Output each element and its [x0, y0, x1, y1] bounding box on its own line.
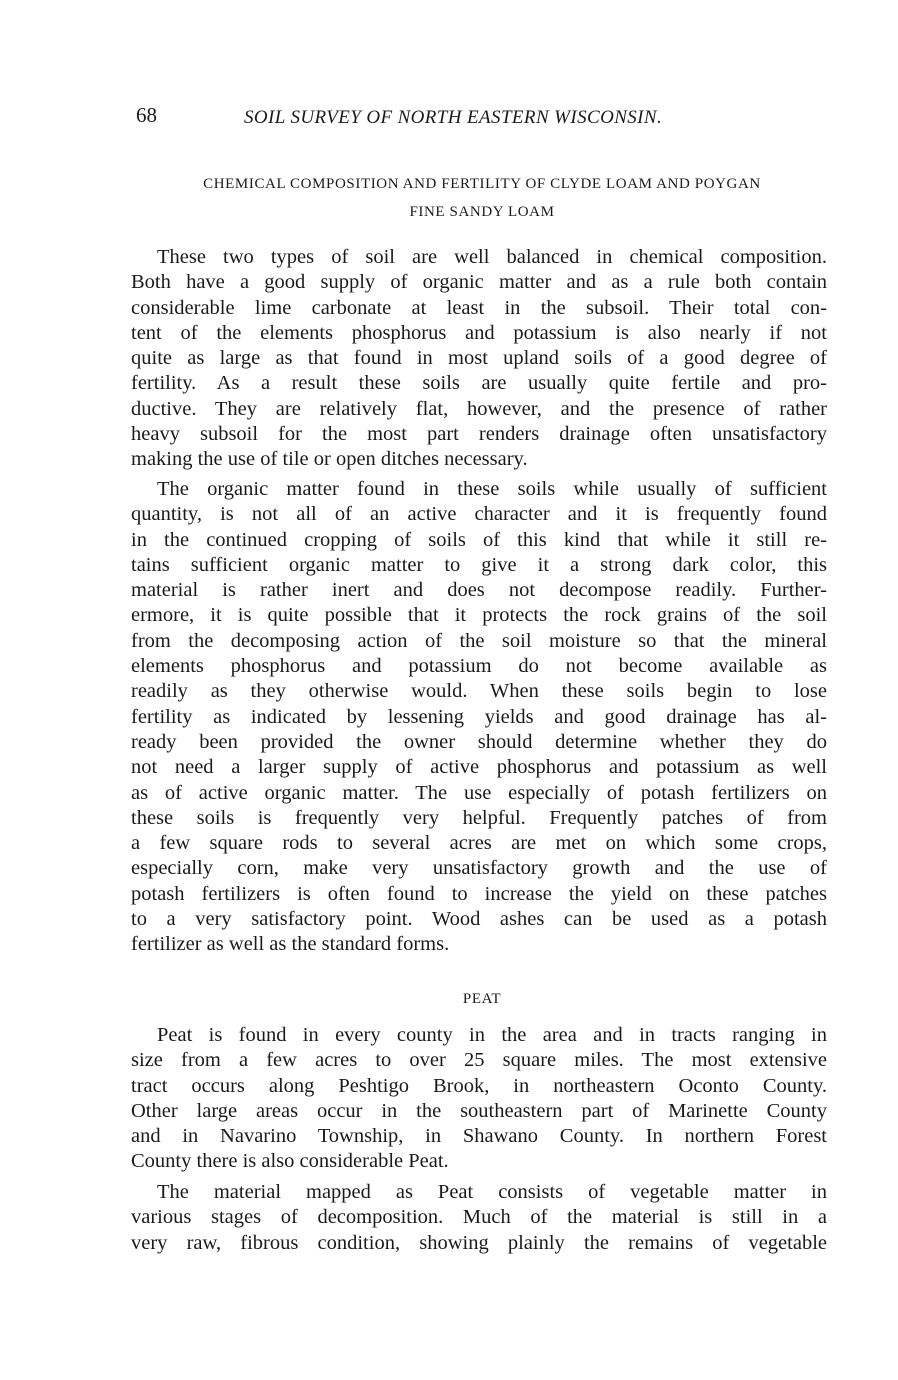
heading-line: FINE SANDY LOAM [409, 204, 555, 220]
text-line: various stages of decomposition. Much of the material is still in a [131, 1206, 827, 1229]
text-line: elements phosphorus and potassium do not become available as [131, 655, 827, 678]
text-line: quantity, is not all of an active character and it is frequently found [131, 503, 827, 526]
paragraph [131, 1180, 827, 1256]
text-line: considerable lime carbonate at least in the subsoil. Their total con- [131, 296, 827, 319]
running-title: SOIL SURVEY OF NORTH EASTERN WISCONSIN. [244, 107, 663, 128]
text-line: a few square rods to several acres are met on which some crops, [131, 832, 827, 855]
section-heading-peat [126, 985, 838, 1013]
text-line: tains sufficient organic matter to give it a strong dark color, this [131, 553, 827, 576]
text-line: readily as they otherwise would. When these soils begin to lose [131, 680, 827, 703]
text-line: These two types of soil are well balanced in chemical composition. [157, 246, 827, 268]
running-head [136, 103, 836, 133]
text-line: fertilizer as well as the standard forms. [131, 933, 450, 956]
text-line: very raw, fibrous condition, showing plainly the remains of vegetable [131, 1231, 827, 1254]
text-line: material is rather inert and does not decompose readily. Further- [131, 579, 827, 602]
text-line: as of active organic matter. The use especially of potash fertilizers on [131, 781, 827, 804]
text-line: tent of the elements phosphorus and potassium is also nearly if not [131, 321, 827, 344]
paragraph [131, 477, 827, 958]
text-line: and in Navarino Township, in Shawano County. In northern Forest [131, 1125, 827, 1148]
section-heading-clyde-loam [126, 170, 838, 226]
text-line: tract occurs along Peshtigo Brook, in northeastern Oconto County. [131, 1074, 827, 1097]
text-line: heavy subsoil for the most part renders drainage often unsatisfactory [131, 423, 827, 446]
heading-line: PEAT [462, 991, 502, 1007]
text-line: The organic matter found in these soils while usually of sufficient [157, 478, 827, 500]
text-line: in the continued cropping of soils of this kind that while it still re- [131, 528, 827, 551]
text-line: Other large areas occur in the southeastern part of Marinette County [131, 1099, 827, 1122]
page-number: 68 [136, 103, 157, 127]
text-line: The material mapped as Peat consists of vegetable matter in [157, 1181, 827, 1203]
text-line: ductive. They are relatively flat, however, and the presence of rather [131, 397, 827, 420]
text-line: quite as large as that found in most upland soils of a good degree of [131, 347, 827, 370]
heading-line: CHEMICAL COMPOSITION AND FERTILITY OF CLYDE LOAM AND POYGAN [203, 176, 761, 192]
text-line: potash fertilizers is often found to increase the yield on these patches [131, 882, 827, 905]
text-line: these soils is frequently very helpful. Frequently patches of from [131, 806, 827, 829]
text-line: County there is also considerable Peat. [131, 1150, 449, 1173]
text-line: to a very satisfactory point. Wood ashes can be used as a potash [131, 908, 827, 931]
text-line: especially corn, make very unsatisfactory growth and the use of [131, 857, 827, 880]
paragraph [131, 245, 827, 473]
text-line: making the use of tile or open ditches necessary. [131, 448, 528, 471]
text-line: not need a larger supply of active phosphorus and potassium as well [131, 756, 827, 779]
text-line: size from a few acres to over 25 square miles. The most extensive [131, 1049, 827, 1072]
paragraph [131, 1023, 827, 1175]
text-line: ermore, it is quite possible that it protects the rock grains of the soil [131, 604, 827, 627]
text-line: from the decomposing action of the soil moisture so that the mineral [131, 629, 827, 652]
text-line: fertility. As a result these soils are usually quite fertile and pro- [131, 372, 827, 395]
text-line: Peat is found in every county in the area and in tracts ranging in [157, 1024, 827, 1046]
text-line: ready been provided the owner should determine whether they do [131, 730, 827, 753]
text-line: fertility as indicated by lessening yields and good drainage has al- [131, 705, 827, 728]
text-line: Both have a good supply of organic matter and as a rule both contain [131, 271, 827, 294]
